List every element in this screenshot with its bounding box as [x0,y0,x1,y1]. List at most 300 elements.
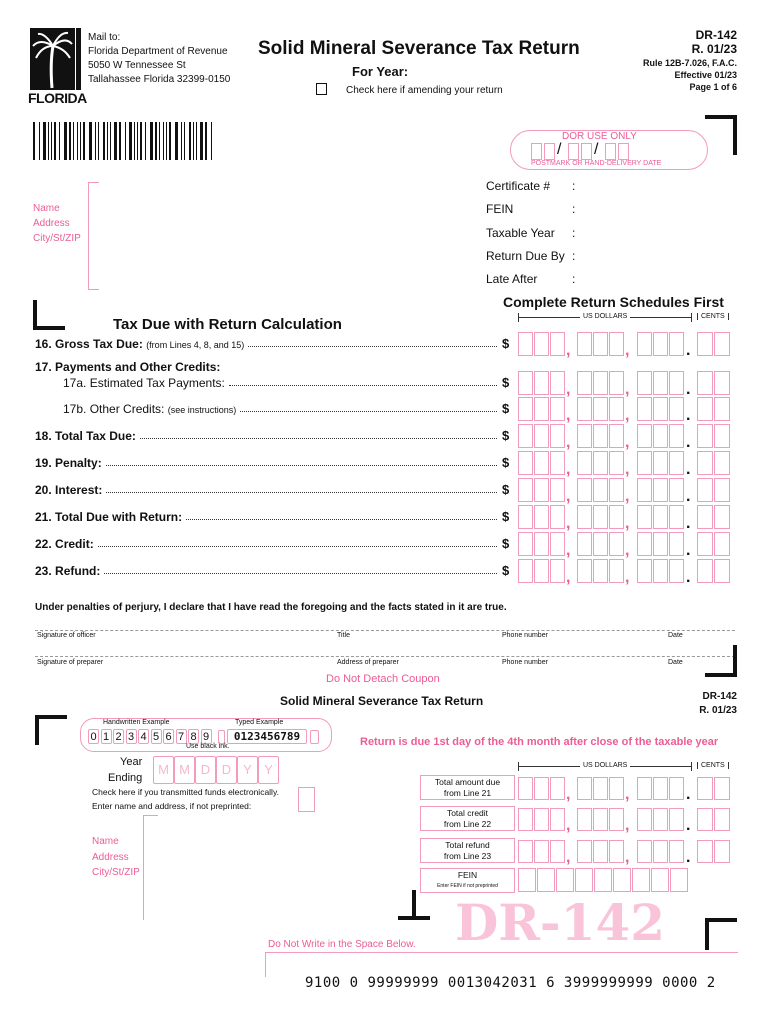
signature-line[interactable] [35,630,735,631]
city-label: City/St/ZIP [33,233,81,244]
dollar-digit-box[interactable] [534,371,549,395]
tax-line-18 [35,429,136,443]
signature-field-label: Signature of preparer [37,659,104,666]
dollar-digit-box[interactable] [577,505,592,529]
leader-dots [106,465,497,466]
dollar-digit-box[interactable] [669,808,684,831]
dollar-digit-box[interactable] [653,559,668,583]
line-number: 18. [35,429,52,443]
dollar-digit-box[interactable] [669,532,684,556]
barcode-bar [140,122,142,160]
coupon-address-bracket [143,815,158,920]
dollar-digit-box[interactable] [669,505,684,529]
dollar-digit-box[interactable] [593,451,608,475]
dollar-sign: $ [502,428,510,443]
decimal-point: . [686,849,691,866]
rule-tick [518,762,519,771]
comma: , [625,569,630,586]
barcode-bar [119,122,121,160]
dollar-digit-box[interactable] [609,332,624,356]
leader-dots [248,346,497,347]
barcode-bar [184,122,185,160]
fein-digit-box[interactable] [537,868,555,892]
date-digit-box[interactable]: M [153,756,174,784]
dollar-digit-box[interactable] [577,371,592,395]
line-label: Credit: [55,537,94,551]
dollar-digit-box[interactable] [653,332,668,356]
signature-field-label: Date [668,632,683,639]
amount-input[interactable] [518,559,734,586]
dollar-digit-box[interactable] [637,397,652,421]
dollar-digit-box[interactable] [577,424,592,448]
amount-input[interactable] [518,532,734,559]
comma: , [625,849,630,866]
dollar-digit-box[interactable] [637,332,652,356]
date-digit-box[interactable]: D [195,756,216,784]
dollar-digit-box[interactable] [593,332,608,356]
dollar-digit-box[interactable] [637,840,652,863]
comma: , [566,342,571,359]
barcode-bar [125,122,126,160]
dollar-digit-box[interactable] [609,478,624,502]
dollar-digit-box[interactable] [550,332,565,356]
line-label: Refund: [55,564,101,578]
dollar-digit-box[interactable] [534,532,549,556]
dollar-digit-box[interactable] [609,505,624,529]
dollar-digit-box[interactable] [593,532,608,556]
cents-digit-box[interactable] [697,840,713,863]
cents-digit-box[interactable] [697,451,713,475]
dollar-digit-box[interactable] [637,371,652,395]
line-label: Other Credits: [89,402,165,416]
cents-digit-box[interactable] [714,332,730,356]
cents-digit-box[interactable] [697,777,713,800]
cents-digit-box[interactable] [714,532,730,556]
corner-mark [705,918,709,950]
line-number: 17a. [63,376,87,390]
leader-dots [240,411,497,412]
dollar-digit-box[interactable] [518,505,533,529]
corner-mark [733,115,737,155]
us-dollars-label: US DOLLARS [580,762,630,769]
taxpayer-field-label: Return Due By [486,248,565,263]
amount-input[interactable] [518,451,734,478]
signature-field-label: Address of preparer [337,659,399,666]
comma: , [566,786,571,803]
colon: : [572,225,576,240]
barcode-bar [69,122,71,160]
dollar-digit-box[interactable] [577,332,592,356]
cents-digit-box[interactable] [697,424,713,448]
coupon-address-labels [92,834,140,881]
rule-tick [518,313,519,322]
corner-mark [35,715,67,719]
dollar-digit-box[interactable] [669,397,684,421]
dollar-digit-box[interactable] [518,777,533,800]
comma: , [625,342,630,359]
dollar-digit-box[interactable] [577,397,592,421]
dollar-digit-box[interactable] [518,332,533,356]
dollar-digit-box[interactable] [518,451,533,475]
mail-to-line: Mail to: [88,32,121,43]
cents-digit-box[interactable] [714,808,730,831]
dollar-digit-box[interactable] [669,559,684,583]
dollar-digit-box[interactable] [534,505,549,529]
dollar-digit-box[interactable] [518,559,533,583]
amount-input[interactable] [518,478,734,505]
dollar-digit-box[interactable] [518,840,533,863]
leader-dots [229,385,497,386]
dollar-digit-box[interactable] [518,808,533,831]
dollar-digit-box[interactable] [653,424,668,448]
dollar-digit-box[interactable] [637,777,652,800]
cents-digit-box[interactable] [697,332,713,356]
barcode-bar [193,122,194,160]
dollar-digit-box[interactable] [609,424,624,448]
dollar-digit-box[interactable] [593,808,608,831]
corner-mark [705,673,737,677]
dollar-digit-box[interactable] [550,424,565,448]
cents-label: CENTS [697,313,729,320]
dollar-digit-box[interactable] [550,532,565,556]
barcode-bar [155,122,157,160]
dollar-digit-box[interactable] [609,840,624,863]
dollar-digit-box[interactable] [637,451,652,475]
palm-tree-icon [30,28,82,90]
line-label: Total Tax Due: [55,429,136,443]
name-label: Name [92,836,119,847]
leader-dots [140,438,497,439]
dollar-digit-box[interactable] [550,808,565,831]
dollar-digit-box[interactable] [593,840,608,863]
dollar-digit-box[interactable] [577,777,592,800]
dollar-digit-box[interactable] [669,424,684,448]
dollar-digit-box[interactable] [577,451,592,475]
dollar-sign: $ [502,482,510,497]
cents-digit-box[interactable] [714,424,730,448]
dollar-sign: $ [502,375,510,390]
dollar-digit-box[interactable] [669,332,684,356]
barcode-bar [200,122,203,160]
amount-input[interactable] [518,808,734,834]
decimal-point: . [686,342,691,359]
date-digit-box[interactable]: Y [237,756,258,784]
dollar-digit-box[interactable] [653,451,668,475]
dollar-digit-box[interactable] [637,424,652,448]
tax-line-20 [35,483,102,497]
amount-input[interactable] [518,371,734,398]
barcode-bar [159,122,160,160]
comma: , [566,817,571,834]
dollar-digit-box[interactable] [518,478,533,502]
address-label: Address [33,218,70,229]
barcode-bar [137,122,138,160]
barcode-bar [196,122,197,160]
dollar-digit-box[interactable] [609,532,624,556]
amount-input[interactable] [518,332,734,359]
handwritten-digit: 3 [126,729,137,744]
date-digit-box[interactable]: D [216,756,237,784]
barcode-bar [169,122,171,160]
corner-mark [35,715,39,745]
address-bracket [88,182,99,290]
coupon-amount-label [420,838,515,863]
comma: , [625,434,630,451]
cents-digit-box[interactable] [714,397,730,421]
amount-input[interactable] [518,397,734,424]
dollar-sign: $ [502,401,510,416]
barcode-bar [83,122,85,160]
dollar-digit-box[interactable] [593,424,608,448]
cents-digit-box[interactable] [714,777,730,800]
barcode-bar [59,122,60,160]
tax-line-23 [35,564,100,578]
decimal-point: . [686,381,691,398]
fein-digit-box[interactable] [518,868,536,892]
do-not-write-note: Do Not Write in the Space Below. [268,939,416,950]
amend-label: Check here if amending your return [346,85,503,96]
barcode [33,122,215,160]
dollar-digit-box[interactable] [577,559,592,583]
dollar-digit-box[interactable] [653,777,668,800]
mail-to-address [88,31,230,87]
dollar-digit-box[interactable] [593,478,608,502]
line-label: Gross Tax Due: [55,337,143,351]
amount-input[interactable] [518,505,734,532]
cents-digit-box[interactable] [714,840,730,863]
ink-note: Use black ink. [186,743,230,750]
example-box [218,730,225,744]
dollar-digit-box[interactable] [534,777,549,800]
cents-digit-box[interactable] [714,559,730,583]
mail-to-line: Florida Department of Revenue [88,46,228,57]
dollar-digit-box[interactable] [609,808,624,831]
dollar-digit-box[interactable] [593,777,608,800]
dollar-digit-box[interactable] [518,371,533,395]
dollar-digit-box[interactable] [534,808,549,831]
comma: , [566,515,571,532]
signature-line[interactable] [35,656,735,657]
line-label: Payments and Other Credits: [55,360,221,374]
dollar-digit-box[interactable] [609,397,624,421]
us-dollars-label: US DOLLARS [580,313,630,320]
postmark-digit-box [544,143,555,160]
barcode-bar [110,122,111,160]
comma: , [566,849,571,866]
comma: , [625,817,630,834]
dollar-digit-box[interactable] [609,777,624,800]
dollar-digit-box[interactable] [577,532,592,556]
cents-digit-box[interactable] [714,478,730,502]
cents-digit-box[interactable] [714,451,730,475]
decimal-point: . [686,542,691,559]
slash: / [594,141,599,158]
dollar-digit-box[interactable] [577,808,592,831]
signature-field-label: Phone number [502,632,548,639]
date-digit-box[interactable]: Y [258,756,279,784]
dollar-digit-box[interactable] [637,478,652,502]
cents-digit-box[interactable] [697,505,713,529]
decimal-point: . [686,515,691,532]
dollar-digit-box[interactable] [669,478,684,502]
cents-digit-box[interactable] [714,505,730,529]
dollar-digit-box[interactable] [669,371,684,395]
colon: : [572,179,576,193]
decimal-point: . [686,461,691,478]
year-label: Year [120,756,143,768]
dollar-digit-box[interactable] [550,777,565,800]
dollar-digit-box[interactable] [550,840,565,863]
fein-digit-box[interactable] [613,868,631,892]
dollar-digit-box[interactable] [550,397,565,421]
coupon-amount-label [420,806,515,831]
ocr-scan-line: 9100 0 99999999 0013042031 6 3999999999 0000 2 [305,975,716,991]
postmark-digit-box [531,143,542,160]
fein-digit-box[interactable] [670,868,688,892]
dollar-digit-box[interactable] [518,424,533,448]
barcode-bar [54,122,56,160]
dollar-digit-box[interactable] [653,371,668,395]
dollar-digit-box[interactable] [653,397,668,421]
tax-line-19 [35,456,102,470]
dollar-digit-box[interactable] [669,840,684,863]
dollar-digit-box[interactable] [577,478,592,502]
coupon-amount-label [420,775,515,800]
cents-label: CENTS [697,762,729,769]
cents-digit-box[interactable] [714,371,730,395]
cents-digit-box[interactable] [697,808,713,831]
dollar-digit-box[interactable] [637,808,652,831]
postmark-digit-box [568,143,579,160]
amend-checkbox[interactable] [316,83,327,95]
fein-digit-box[interactable] [594,868,612,892]
typed-label: Typed Example [235,719,284,726]
line-label: Penalty: [55,456,102,470]
address-label: Address [92,851,129,863]
amount-input[interactable] [518,777,734,803]
cents-digit-box[interactable] [697,371,713,395]
fein-digit-box[interactable] [556,868,574,892]
dollar-digit-box[interactable] [577,840,592,863]
cents-digit-box[interactable] [697,532,713,556]
barcode-bar [51,122,52,160]
barcode-bar [103,122,105,160]
date-digit-box[interactable]: M [174,756,195,784]
dollar-sign: $ [502,563,510,578]
dollar-digit-box[interactable] [534,451,549,475]
line-note: (see instructions) [167,405,237,415]
handwritten-digit: 1 [101,729,112,744]
dollar-digit-box[interactable] [550,505,565,529]
dollar-sign: $ [502,536,510,551]
dollar-digit-box[interactable] [653,478,668,502]
florida-dor-logo [28,28,87,106]
decimal-point: . [686,786,691,803]
fein-digit-box[interactable] [632,868,650,892]
decimal-point: . [686,407,691,424]
dollar-digit-box[interactable] [518,397,533,421]
barcode-bar [107,122,108,160]
fein-label: FEIN [457,870,478,880]
barcode-bar [181,122,182,160]
dollar-digit-box[interactable] [669,451,684,475]
dollar-digit-box[interactable] [593,505,608,529]
fein-digit-box[interactable] [575,868,593,892]
dollar-digit-box[interactable] [534,332,549,356]
colon: : [572,202,576,217]
handwritten-digit: 2 [113,729,124,744]
dollar-digit-box[interactable] [637,505,652,529]
dollar-digit-box[interactable] [637,532,652,556]
dollar-digit-box[interactable] [609,451,624,475]
dollar-digit-box[interactable] [550,451,565,475]
dollar-digit-box[interactable] [609,559,624,583]
dollar-digit-box[interactable] [593,371,608,395]
label-line: from Line 23 [443,851,492,861]
amount-input[interactable] [518,424,734,451]
dollar-digit-box[interactable] [653,808,668,831]
electronic-funds-checkbox[interactable] [298,787,315,812]
comma: , [566,542,571,559]
fein-digit-box[interactable] [651,868,669,892]
amount-input[interactable] [518,840,734,866]
label-line: Total refund [445,840,490,850]
dollar-digit-box[interactable] [609,371,624,395]
dollar-digit-box[interactable] [653,840,668,863]
dollar-digit-box[interactable] [534,840,549,863]
dollar-digit-box[interactable] [550,478,565,502]
dollar-digit-box[interactable] [669,777,684,800]
line-number: 17. [35,360,52,374]
cents-digit-box[interactable] [697,397,713,421]
electronic-funds-label: Check here if you transmitted funds electronically. [92,787,279,797]
dollar-sign: $ [502,509,510,524]
cents-digit-box[interactable] [697,478,713,502]
corner-mark [33,326,65,330]
dollar-digit-box[interactable] [653,532,668,556]
typed-example: 0123456789 [227,729,307,744]
mail-to-line: Tallahassee Florida 32399-0150 [88,74,231,85]
handwritten-digit: 6 [163,729,174,744]
cents-digit-box[interactable] [697,559,713,583]
dollar-digit-box[interactable] [653,505,668,529]
dollar-digit-box[interactable] [534,559,549,583]
dollar-digit-box[interactable] [550,559,565,583]
colon: : [572,272,576,287]
taxpayer-field-label: Late After [486,272,538,287]
dollar-digit-box[interactable] [593,559,608,583]
dollar-digit-box[interactable] [534,478,549,502]
decimal-point: . [686,569,691,586]
handwritten-digit: 5 [151,729,162,744]
barcode-bar [166,122,167,160]
dollar-digit-box[interactable] [593,397,608,421]
line-number: 23. [35,564,52,578]
barcode-bar [189,122,191,160]
comma: , [566,488,571,505]
dollar-digit-box[interactable] [534,397,549,421]
dollar-digit-box[interactable] [637,559,652,583]
dollar-digit-box[interactable] [534,424,549,448]
form-title: Solid Mineral Severance Tax Return [258,38,580,59]
tax-line-17b [63,402,236,416]
form-effective: Effective 01/23 [674,70,737,80]
signature-field-label: Title [337,632,350,639]
dollar-digit-box[interactable] [550,371,565,395]
form-rule: Rule 12B-7.026, F.A.C. [642,58,737,68]
dollar-digit-box[interactable] [518,532,533,556]
line-number: 19. [35,456,52,470]
